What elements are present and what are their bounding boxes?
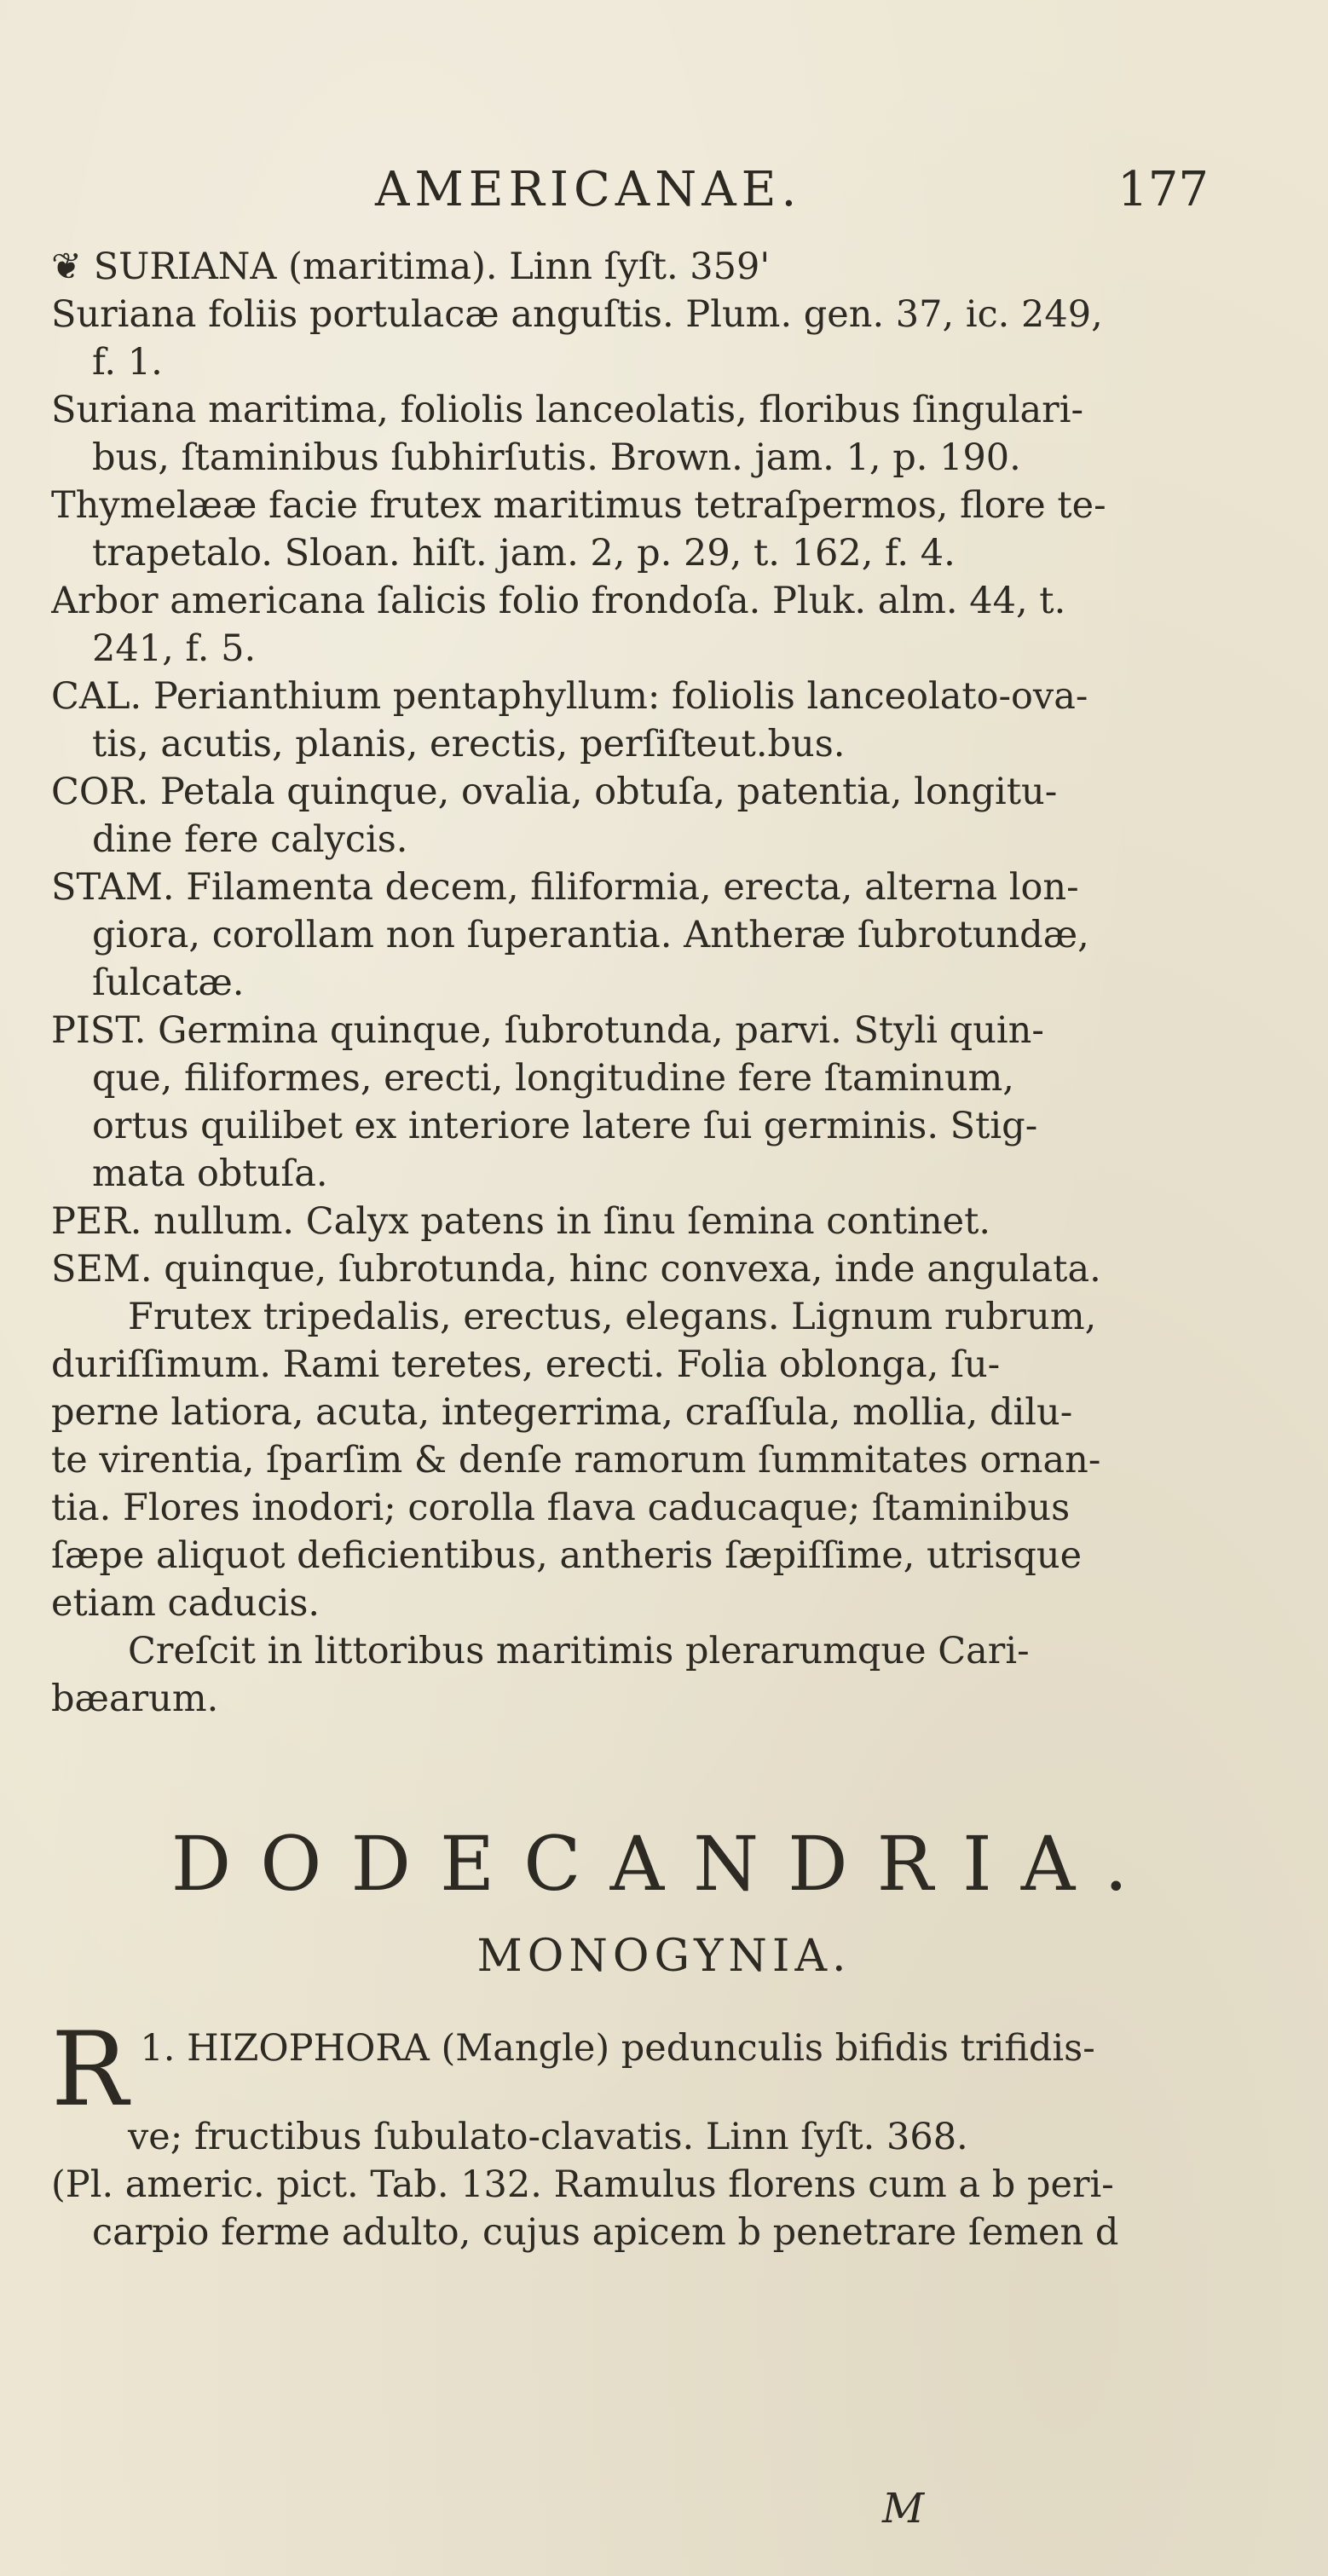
section-subtitle: MONOGYNIA. bbox=[476, 1931, 852, 1982]
running-head: AMERICANAE. bbox=[375, 162, 802, 217]
rhizophora-entry bbox=[51, 2024, 1279, 2256]
text-line: STAM. Filamenta decem, filiformia, erecta, alterna lon- bbox=[51, 866, 1079, 909]
text-line: Suriana foliis portulacæ anguſtis. Plum. gen. 37, ic. 249, bbox=[51, 293, 1103, 336]
text-line: ſæpe aliquot deficientibus, antheris ſæpiſſime, utrisque bbox=[51, 1534, 1083, 1577]
text-line: COR. Petala quinque, ovalia, obtuſa, patentia, longitu- bbox=[51, 771, 1058, 813]
text-line: duriſſimum. Rami teretes, erecti. Folia oblonga, ſu- bbox=[51, 1343, 1001, 1386]
signature-mark: M bbox=[882, 2485, 925, 2533]
text-line: carpio ferme adulto, cujus apicem b penetrare ſemen d bbox=[92, 2211, 1119, 2254]
page-number: 177 bbox=[1117, 162, 1209, 217]
text-line: dine fere calycis. bbox=[92, 818, 408, 861]
text-line: ortus quilibet ex interiore latere ſui germinis. Stig- bbox=[92, 1105, 1038, 1147]
text-line: Creſcit in littoribus maritimis plerarumque Cari- bbox=[128, 1630, 1030, 1672]
entry-number: 1. bbox=[140, 2027, 176, 2070]
text-line: perne latiora, acuta, integerrima, craſſula, mollia, dilu- bbox=[51, 1391, 1073, 1434]
drop-cap: R bbox=[51, 2024, 129, 2113]
text-line: PER. nullum. Calyx patens in ſinu ſemina continet. bbox=[51, 1200, 991, 1243]
suriana-entry bbox=[51, 243, 1262, 1723]
text-line: PIST. Germina quinque, ſubrotunda, parvi. Styli quin- bbox=[51, 1009, 1044, 1052]
text-line: tis, acutis, planis, erectis, perſiſteut.bus. bbox=[92, 723, 846, 765]
text-line: te virentia, ſparſim & denſe ramorum ſummitates ornan- bbox=[51, 1439, 1101, 1481]
text-line: SEM. quinque, ſubrotunda, hinc convexa, inde angulata. bbox=[51, 1248, 1101, 1291]
text-line: Suriana maritima, foliolis lanceolatis, floribus ſingulari- bbox=[51, 389, 1083, 431]
text-line: Arbor americana ſalicis folio frondoſa. Pluk. alm. 44, t. bbox=[51, 580, 1066, 622]
text-line: f. 1. bbox=[92, 341, 163, 384]
text-line: ve; fructibus ſubulato-clavatis. Linn ſyſt. 368. bbox=[128, 2116, 968, 2158]
text-line: etiam caducis. bbox=[51, 1582, 320, 1625]
text-line: giora, corollam non ſuperantia. Antheræ ſubrotundæ, bbox=[92, 914, 1089, 956]
text-line: tia. Flores inodori; corolla flava caducaque; ſtaminibus bbox=[51, 1487, 1071, 1529]
text-line: bus, ſtaminibus ſubhirſutis. Brown. jam. 1, p. 190. bbox=[92, 436, 1021, 479]
text-line: 241, f. 5. bbox=[92, 627, 257, 670]
page-header bbox=[0, 162, 1328, 222]
text-line: ❦ SURIANA (maritima). Linn ſyſt. 359' bbox=[51, 245, 771, 288]
text-line: bæarum. bbox=[51, 1678, 219, 1720]
text-line: (Pl. americ. pict. Tab. 132. Ramulus florens cum a b peri- bbox=[51, 2163, 1114, 2206]
text-line: que, filiformes, erecti, longitudine fere ſtaminum, bbox=[92, 1057, 1014, 1100]
text-line: HIZOPHORA (Mangle) pedunculis bifidis trifidis- bbox=[187, 2027, 1095, 2070]
text-line: mata obtuſa. bbox=[92, 1152, 328, 1195]
text-line: ſulcatæ. bbox=[92, 962, 245, 1004]
text-line: Frutex tripedalis, erectus, elegans. Lignum rubrum, bbox=[128, 1296, 1097, 1338]
text-line: Thymelææ facie frutex maritimus tetraſpermos, flore te- bbox=[51, 484, 1106, 527]
text-line: trapetalo. Sloan. hiſt. jam. 2, p. 29, t. 162, f. 4. bbox=[92, 532, 956, 575]
section-title: DODECANDRIA. bbox=[170, 1820, 1158, 1908]
entry-first-line bbox=[51, 2024, 1279, 2113]
text-line: CAL. Perianthium pentaphyllum: foliolis lanceolato-ova- bbox=[51, 675, 1088, 718]
